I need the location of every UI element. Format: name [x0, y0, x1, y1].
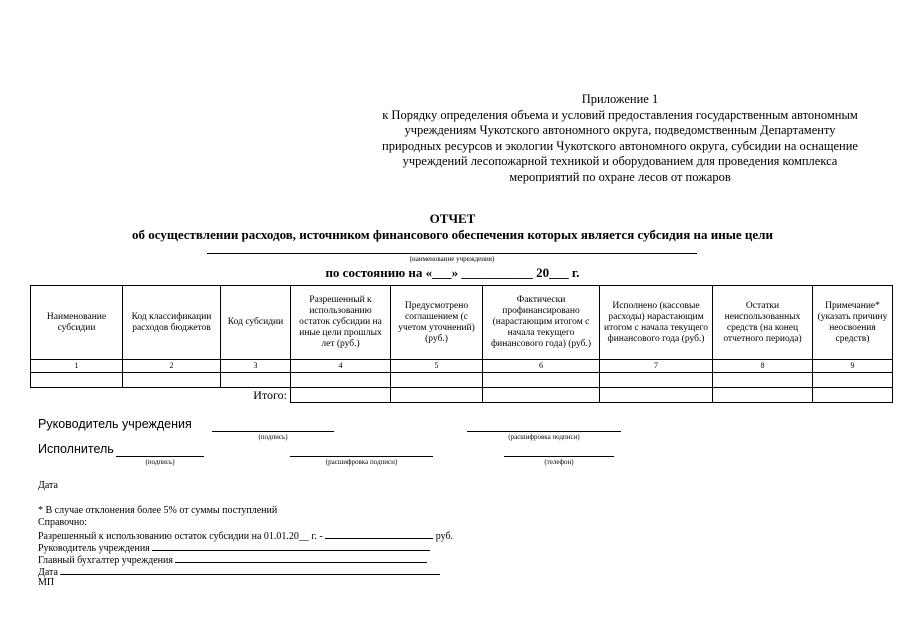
footer-date-line — [38, 565, 440, 579]
stamp-label: МП — [38, 577, 55, 588]
appendix-line: учреждениям Чукотского автономного округа, подведомственным Департаменту — [404, 123, 836, 137]
exec-signature-line[interactable] — [116, 456, 204, 457]
as-of-date: по состоянию на «___» ___________ 20___ г. — [325, 265, 580, 280]
appendix-line: мероприятий по охране лесов от пожаров — [509, 169, 731, 184]
head-decode-caption: (расшифровка подписи) — [508, 433, 580, 441]
table-cell[interactable] — [713, 373, 813, 388]
column-number: 3 — [221, 360, 291, 373]
head-decode-line[interactable] — [467, 431, 621, 432]
column-number: 9 — [813, 360, 893, 373]
col-header: Предусмотрено соглашением (с учетом уточнений) (руб.) — [391, 286, 483, 360]
org-name-line — [207, 253, 697, 254]
exec-signature-caption: (подпись) — [145, 458, 175, 466]
total-cell[interactable] — [483, 388, 600, 403]
reference-label: Справочно: — [38, 517, 88, 528]
report-title: ОТЧЕТ — [429, 211, 476, 226]
head-signature-line[interactable] — [212, 431, 334, 432]
footer-date-field[interactable] — [60, 565, 440, 575]
total-label: Итого: — [31, 388, 291, 403]
chief-accountant-label: Главный бухгалтер учреждения — [38, 555, 173, 566]
col-header: Разрешенный к использованию остаток субсидии на иные цели прошлых лет (руб.) — [291, 286, 391, 360]
column-number: 8 — [713, 360, 813, 373]
exec-decode-caption: (расшифровка подписи) — [325, 458, 398, 466]
table-cell[interactable] — [483, 373, 600, 388]
footer-date-label: Дата — [38, 567, 58, 578]
column-number: 5 — [391, 360, 483, 373]
org-name-caption: (наименование учреждения) — [409, 255, 495, 263]
appendix-header — [330, 92, 905, 185]
col-header: Код субсидии — [221, 286, 291, 360]
footer-head-label: Руководитель учреждения — [38, 543, 150, 554]
footer-head-field[interactable] — [152, 541, 430, 551]
column-number: 4 — [291, 360, 391, 373]
head-signature-caption: (подпись) — [258, 433, 288, 441]
total-row — [31, 388, 893, 403]
column-number: 7 — [600, 360, 713, 373]
total-cell[interactable] — [600, 388, 713, 403]
table-cell[interactable] — [291, 373, 391, 388]
total-cell[interactable] — [813, 388, 893, 403]
table-cell[interactable] — [813, 373, 893, 388]
total-cell[interactable] — [391, 388, 483, 403]
table-cell[interactable] — [123, 373, 221, 388]
table-cell[interactable] — [600, 373, 713, 388]
col-header: Примечание* (указать причину неосвоения средств) — [813, 286, 893, 360]
report-table — [30, 285, 893, 403]
column-number-row — [31, 360, 893, 373]
col-header: Исполнено (кассовые расходы) нарастающим итогом с начала текущего финансового года (руб.) — [600, 286, 713, 360]
date-label: Дата — [38, 480, 58, 491]
allowed-remainder-field[interactable] — [325, 529, 433, 539]
exec-phone-line[interactable] — [504, 456, 614, 457]
table-cell[interactable] — [221, 373, 291, 388]
table-row — [31, 373, 893, 388]
allowed-remainder-prefix: Разрешенный к использованию остаток субсидии на 01.01.20__ г. - — [38, 531, 323, 542]
footnote: * В случае отклонения более 5% от суммы поступлений — [38, 505, 278, 516]
appendix-title: Приложение 1 — [581, 92, 659, 106]
appendix-line: учреждений лесопожарной техникой и оборудованием для проведения комплекса — [402, 154, 838, 168]
chief-accountant-field[interactable] — [175, 553, 427, 563]
exec-phone-caption: (телефон) — [544, 458, 574, 466]
total-cell[interactable] — [713, 388, 813, 403]
exec-decode-line[interactable] — [290, 456, 433, 457]
col-header: Остатки неиспользованных средств (на конец отчетного периода) — [713, 286, 813, 360]
appendix-line: природных ресурсов и экологии Чукотского автономного округа, субсидии на оснащение — [382, 138, 858, 153]
executor-label: Исполнитель — [38, 442, 114, 456]
col-header: Фактически профинансировано (нарастающим итогом с начала текущего финансового года) (руб.) — [483, 286, 600, 360]
table-cell[interactable] — [391, 373, 483, 388]
appendix-line: к Порядку определения объема и условий предоставления государственным автономным — [382, 107, 858, 122]
total-cell[interactable] — [291, 388, 391, 403]
column-number: 2 — [123, 360, 221, 373]
table-cell[interactable] — [31, 373, 123, 388]
column-number: 6 — [483, 360, 600, 373]
col-header: Код классификации расходов бюджетов — [123, 286, 221, 360]
allowed-remainder-suffix: руб. — [435, 531, 454, 542]
col-header: Наименование субсидии — [31, 286, 123, 360]
head-label: Руководитель учреждения — [38, 417, 192, 431]
column-number: 1 — [31, 360, 123, 373]
report-subtitle: об осуществлении расходов, источником финансового обеспечения которых является субсидия на иные цели — [132, 227, 773, 242]
